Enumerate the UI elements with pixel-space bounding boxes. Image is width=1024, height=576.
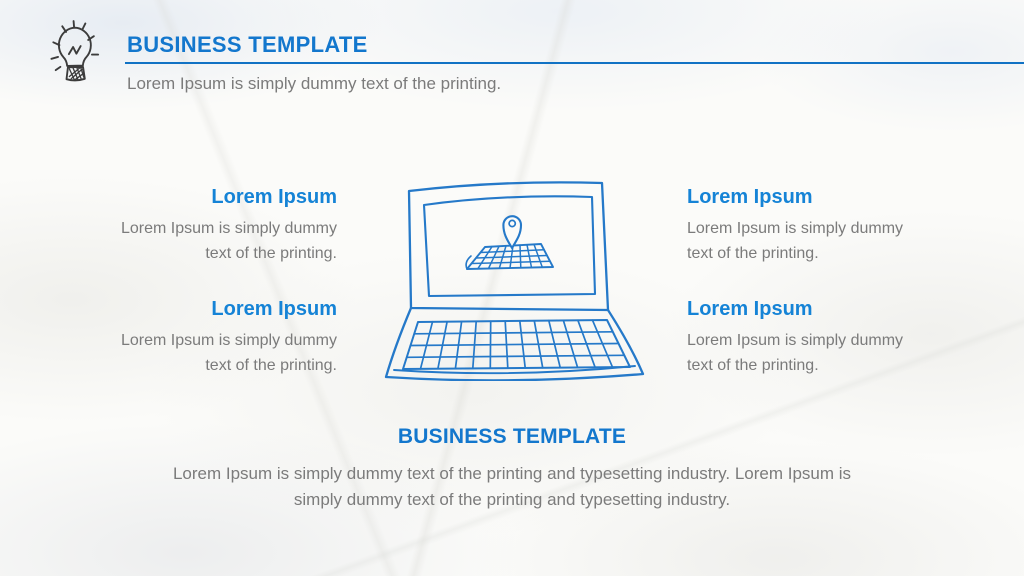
feature-heading: Lorem Ipsum bbox=[211, 186, 337, 208]
header-subtitle: Lorem Ipsum is simply dummy text of the printing. bbox=[127, 74, 502, 93]
feature-body: Lorem Ipsum is simply dummy text of the printing. bbox=[687, 332, 904, 374]
feature-item-top-left bbox=[97, 184, 337, 266]
feature-body: Lorem Ipsum is simply dummy text of the printing. bbox=[120, 220, 337, 262]
page-title: BUSINESS TEMPLATE bbox=[127, 32, 368, 57]
feature-body: Lorem Ipsum is simply dummy text of the printing. bbox=[687, 220, 904, 262]
feature-body: Lorem Ipsum is simply dummy text of the printing. bbox=[120, 332, 337, 374]
feature-item-top-right bbox=[687, 184, 927, 266]
feature-heading: Lorem Ipsum bbox=[211, 298, 337, 320]
feature-item-bottom-left bbox=[97, 296, 337, 378]
feature-heading: Lorem Ipsum bbox=[687, 298, 813, 320]
footer-body: Lorem Ipsum is simply dummy text of the printing and typesetting industry. Lorem Ipsum is simply dummy text of the printing and typesetting industry. bbox=[172, 464, 852, 509]
feature-heading: Lorem Ipsum bbox=[687, 186, 813, 208]
footer-title: BUSINESS TEMPLATE bbox=[397, 425, 627, 448]
laptop-map-illustration bbox=[383, 166, 645, 381]
title-underline bbox=[125, 62, 1024, 64]
lightbulb-icon bbox=[42, 15, 108, 97]
left-column bbox=[97, 184, 337, 378]
right-column bbox=[687, 184, 927, 378]
feature-item-bottom-right bbox=[687, 296, 927, 378]
